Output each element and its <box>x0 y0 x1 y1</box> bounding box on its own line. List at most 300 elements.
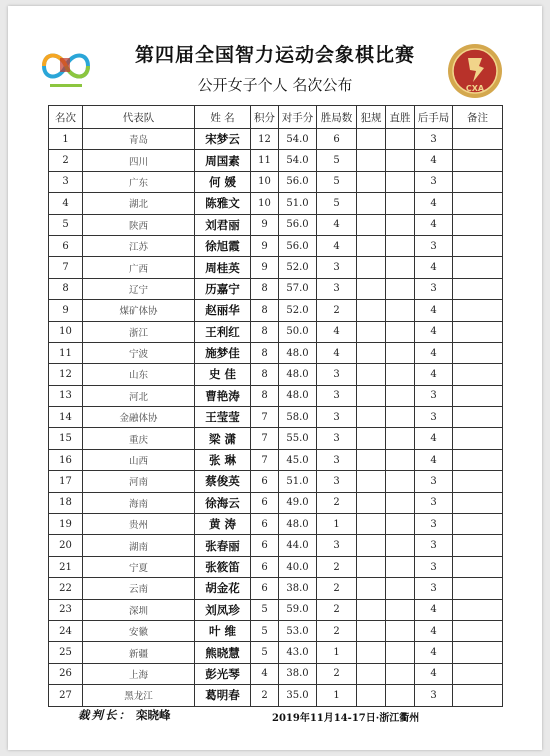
table-row <box>49 235 503 256</box>
cell-wins: 5 <box>317 171 357 192</box>
cell-wins: 2 <box>317 578 357 599</box>
table-row <box>49 129 503 150</box>
cell-wins: 3 <box>317 278 357 299</box>
cell-fouls <box>357 428 386 449</box>
cell-fouls <box>357 129 386 150</box>
cell-wins: 5 <box>317 150 357 171</box>
cell-points: 8 <box>251 278 279 299</box>
cell-black-games: 4 <box>415 663 453 684</box>
cell-rank: 20 <box>49 535 83 556</box>
cell-name: 周桂英 <box>195 257 251 278</box>
cell-rank: 5 <box>49 214 83 235</box>
cell-name: 熊晓慧 <box>195 642 251 663</box>
cell-points: 6 <box>251 578 279 599</box>
cell-name: 张春丽 <box>195 535 251 556</box>
cell-opp-score: 57.0 <box>279 278 317 299</box>
cell-direct <box>386 620 415 641</box>
cell-black-games: 4 <box>415 214 453 235</box>
cell-name: 史 佳 <box>195 364 251 385</box>
cell-wins: 2 <box>317 663 357 684</box>
cell-remarks <box>453 257 503 278</box>
cell-fouls <box>357 342 386 363</box>
cell-name: 黄 涛 <box>195 514 251 535</box>
cell-team: 青岛 <box>83 129 195 150</box>
cell-fouls <box>357 193 386 214</box>
cell-wins: 4 <box>317 321 357 342</box>
table-row <box>49 449 503 470</box>
cell-black-games: 4 <box>415 321 453 342</box>
cell-direct <box>386 214 415 235</box>
cell-opp-score: 51.0 <box>279 471 317 492</box>
cell-remarks <box>453 300 503 321</box>
cell-wins: 3 <box>317 257 357 278</box>
cell-points: 10 <box>251 171 279 192</box>
cell-remarks <box>453 171 503 192</box>
table-row <box>49 385 503 406</box>
cell-team: 金融体协 <box>83 407 195 428</box>
cell-name: 彭光琴 <box>195 663 251 684</box>
cell-points: 6 <box>251 514 279 535</box>
referee-signature <box>78 707 171 723</box>
cell-opp-score: 38.0 <box>279 663 317 684</box>
cell-team: 四川 <box>83 150 195 171</box>
cell-opp-score: 43.0 <box>279 642 317 663</box>
cell-opp-score: 48.0 <box>279 364 317 385</box>
cell-rank: 18 <box>49 492 83 513</box>
cell-name: 曹艳涛 <box>195 385 251 406</box>
cell-rank: 10 <box>49 321 83 342</box>
cell-fouls <box>357 150 386 171</box>
cell-team: 湖北 <box>83 193 195 214</box>
cell-points: 2 <box>251 685 279 706</box>
cell-opp-score: 55.0 <box>279 428 317 449</box>
page-title: 第四届全国智力运动会象棋比赛 <box>134 44 415 66</box>
cell-fouls <box>357 535 386 556</box>
cell-points: 10 <box>251 193 279 214</box>
cell-name: 叶 维 <box>195 620 251 641</box>
cell-opp-score: 49.0 <box>279 492 317 513</box>
cell-wins: 1 <box>317 642 357 663</box>
table-row <box>49 407 503 428</box>
cell-fouls <box>357 599 386 620</box>
cell-team: 云南 <box>83 578 195 599</box>
cell-wins: 2 <box>317 620 357 641</box>
cell-team: 上海 <box>83 663 195 684</box>
cell-black-games: 3 <box>415 578 453 599</box>
table-row <box>49 663 503 684</box>
cell-black-games: 3 <box>415 514 453 535</box>
cell-points: 5 <box>251 620 279 641</box>
referee-label: 裁判长： <box>78 708 132 722</box>
table-row <box>49 428 503 449</box>
cell-direct <box>386 342 415 363</box>
cell-remarks <box>453 278 503 299</box>
cell-points: 8 <box>251 300 279 321</box>
cell-wins: 1 <box>317 514 357 535</box>
cell-points: 6 <box>251 535 279 556</box>
cell-rank: 14 <box>49 407 83 428</box>
column-header-wins: 胜局数 <box>317 106 357 129</box>
cell-black-games: 4 <box>415 449 453 470</box>
cell-rank: 1 <box>49 129 83 150</box>
cell-direct <box>386 685 415 706</box>
cell-opp-score: 59.0 <box>279 599 317 620</box>
cell-rank: 16 <box>49 449 83 470</box>
table-row <box>49 620 503 641</box>
cell-team: 浙江 <box>83 321 195 342</box>
cell-team: 煤矿体协 <box>83 300 195 321</box>
cell-rank: 3 <box>49 171 83 192</box>
cell-wins: 2 <box>317 492 357 513</box>
table-row <box>49 685 503 706</box>
cell-black-games: 4 <box>415 257 453 278</box>
cell-remarks <box>453 663 503 684</box>
cell-direct <box>386 556 415 577</box>
cell-wins: 3 <box>317 449 357 470</box>
cell-name: 陈雅文 <box>195 193 251 214</box>
table-row <box>49 278 503 299</box>
cell-name: 历嘉宁 <box>195 278 251 299</box>
cell-wins: 4 <box>317 235 357 256</box>
cell-name: 王利红 <box>195 321 251 342</box>
cell-fouls <box>357 214 386 235</box>
cell-remarks <box>453 599 503 620</box>
cell-opp-score: 48.0 <box>279 342 317 363</box>
table-row <box>49 578 503 599</box>
cell-name: 徐旭霞 <box>195 235 251 256</box>
cell-rank: 12 <box>49 364 83 385</box>
cell-black-games: 3 <box>415 556 453 577</box>
cell-remarks <box>453 321 503 342</box>
cell-team: 河南 <box>83 471 195 492</box>
cell-rank: 7 <box>49 257 83 278</box>
cell-team: 海南 <box>83 492 195 513</box>
cell-opp-score: 54.0 <box>279 150 317 171</box>
cell-points: 12 <box>251 129 279 150</box>
cell-remarks <box>453 235 503 256</box>
cell-direct <box>386 171 415 192</box>
cell-remarks <box>453 642 503 663</box>
cell-points: 7 <box>251 449 279 470</box>
cell-black-games: 4 <box>415 342 453 363</box>
table-header-row <box>49 106 503 129</box>
cell-remarks <box>453 620 503 641</box>
cell-points: 6 <box>251 471 279 492</box>
table-row <box>49 300 503 321</box>
cell-points: 9 <box>251 235 279 256</box>
cell-rank: 19 <box>49 514 83 535</box>
column-header-rank: 名次 <box>49 106 83 129</box>
cell-opp-score: 35.0 <box>279 685 317 706</box>
cell-name: 施梦佳 <box>195 342 251 363</box>
cell-direct <box>386 257 415 278</box>
cell-opp-score: 48.0 <box>279 385 317 406</box>
cell-remarks <box>453 535 503 556</box>
cell-wins: 4 <box>317 214 357 235</box>
cell-fouls <box>357 492 386 513</box>
cell-rank: 27 <box>49 685 83 706</box>
cell-points: 5 <box>251 642 279 663</box>
cell-direct <box>386 235 415 256</box>
table-row <box>49 642 503 663</box>
cell-points: 8 <box>251 364 279 385</box>
cell-direct <box>386 471 415 492</box>
cell-direct <box>386 278 415 299</box>
cell-name: 周国素 <box>195 150 251 171</box>
cell-team: 深圳 <box>83 599 195 620</box>
cell-wins: 2 <box>317 599 357 620</box>
cell-black-games: 3 <box>415 535 453 556</box>
cell-fouls <box>357 171 386 192</box>
column-header-remarks: 备注 <box>453 106 503 129</box>
cell-name: 徐海云 <box>195 492 251 513</box>
cell-fouls <box>357 642 386 663</box>
cell-points: 4 <box>251 663 279 684</box>
cell-points: 5 <box>251 599 279 620</box>
cell-wins: 2 <box>317 556 357 577</box>
cell-remarks <box>453 578 503 599</box>
date-place: 2019年11月14-17日·浙江衢州 <box>272 713 420 724</box>
cell-opp-score: 52.0 <box>279 300 317 321</box>
cell-wins: 5 <box>317 193 357 214</box>
cell-direct <box>386 321 415 342</box>
cell-wins: 4 <box>317 342 357 363</box>
cell-wins: 3 <box>317 471 357 492</box>
cell-name: 葛明春 <box>195 685 251 706</box>
cell-fouls <box>357 514 386 535</box>
cell-wins: 3 <box>317 535 357 556</box>
cell-direct <box>386 449 415 470</box>
cell-black-games: 4 <box>415 428 453 449</box>
cell-fouls <box>357 620 386 641</box>
cell-rank: 4 <box>49 193 83 214</box>
cell-points: 6 <box>251 556 279 577</box>
cell-team: 宁波 <box>83 342 195 363</box>
cell-opp-score: 58.0 <box>279 407 317 428</box>
cell-points: 8 <box>251 342 279 363</box>
cell-direct <box>386 193 415 214</box>
cell-black-games: 4 <box>415 300 453 321</box>
cell-black-games: 4 <box>415 364 453 385</box>
column-header-opp-score: 对手分 <box>279 106 317 129</box>
cell-fouls <box>357 364 386 385</box>
cell-points: 8 <box>251 321 279 342</box>
cell-black-games: 3 <box>415 385 453 406</box>
cell-wins: 3 <box>317 407 357 428</box>
cell-team: 河北 <box>83 385 195 406</box>
cell-name: 宋梦云 <box>195 129 251 150</box>
cell-opp-score: 40.0 <box>279 556 317 577</box>
cell-wins: 3 <box>317 364 357 385</box>
table-row <box>49 556 503 577</box>
cell-remarks <box>453 364 503 385</box>
cell-remarks <box>453 471 503 492</box>
cell-team: 广东 <box>83 171 195 192</box>
cell-opp-score: 56.0 <box>279 235 317 256</box>
cell-rank: 21 <box>49 556 83 577</box>
cell-opp-score: 50.0 <box>279 321 317 342</box>
cell-black-games: 3 <box>415 278 453 299</box>
cell-direct <box>386 492 415 513</box>
cell-direct <box>386 385 415 406</box>
cell-rank: 26 <box>49 663 83 684</box>
table-row <box>49 492 503 513</box>
cell-name: 王莹莹 <box>195 407 251 428</box>
cell-team: 重庆 <box>83 428 195 449</box>
table-row <box>49 535 503 556</box>
cell-team: 新疆 <box>83 642 195 663</box>
table-row <box>49 599 503 620</box>
page-subtitle: 公开女子个人 名次公布 <box>197 76 353 94</box>
cell-direct <box>386 663 415 684</box>
cell-name: 赵丽华 <box>195 300 251 321</box>
cell-black-games: 4 <box>415 150 453 171</box>
cell-fouls <box>357 449 386 470</box>
cell-fouls <box>357 235 386 256</box>
cell-remarks <box>453 514 503 535</box>
cell-rank: 17 <box>49 471 83 492</box>
cell-name: 张筱笛 <box>195 556 251 577</box>
cell-points: 6 <box>251 492 279 513</box>
cell-rank: 8 <box>49 278 83 299</box>
cell-team: 湖南 <box>83 535 195 556</box>
cell-remarks <box>453 193 503 214</box>
cell-opp-score: 45.0 <box>279 449 317 470</box>
cell-name: 刘凤珍 <box>195 599 251 620</box>
cell-fouls <box>357 663 386 684</box>
cell-black-games: 4 <box>415 599 453 620</box>
cell-opp-score: 48.0 <box>279 514 317 535</box>
cell-fouls <box>357 278 386 299</box>
cell-team: 江苏 <box>83 235 195 256</box>
table-row <box>49 321 503 342</box>
cell-name: 蔡俊英 <box>195 471 251 492</box>
cell-direct <box>386 364 415 385</box>
column-header-points: 积分 <box>251 106 279 129</box>
referee-name: 栾晓峰 <box>136 708 171 722</box>
cell-direct <box>386 407 415 428</box>
cell-black-games: 3 <box>415 129 453 150</box>
cxa-logo-text: CXA <box>465 84 485 93</box>
cell-black-games: 3 <box>415 685 453 706</box>
cell-team: 宁夏 <box>83 556 195 577</box>
cell-wins: 3 <box>317 385 357 406</box>
cell-black-games: 3 <box>415 492 453 513</box>
table-row <box>49 214 503 235</box>
cell-direct <box>386 150 415 171</box>
cell-opp-score: 53.0 <box>279 620 317 641</box>
cell-direct <box>386 599 415 620</box>
cell-fouls <box>357 300 386 321</box>
cell-rank: 23 <box>49 599 83 620</box>
cell-points: 8 <box>251 385 279 406</box>
cell-name: 张 琳 <box>195 449 251 470</box>
cell-rank: 6 <box>49 235 83 256</box>
table-row <box>49 342 503 363</box>
cell-points: 9 <box>251 214 279 235</box>
table-row <box>49 150 503 171</box>
cell-direct <box>386 514 415 535</box>
cell-opp-score: 44.0 <box>279 535 317 556</box>
results-table <box>48 105 503 707</box>
cell-direct <box>386 578 415 599</box>
cell-fouls <box>357 257 386 278</box>
column-header-black-games: 后手局 <box>415 106 453 129</box>
cell-opp-score: 38.0 <box>279 578 317 599</box>
cell-black-games: 3 <box>415 407 453 428</box>
cell-team: 陕西 <box>83 214 195 235</box>
cell-team: 安徽 <box>83 620 195 641</box>
cell-team: 辽宁 <box>83 278 195 299</box>
column-header-team: 代表队 <box>83 106 195 129</box>
cell-name: 何 媛 <box>195 171 251 192</box>
cell-opp-score: 56.0 <box>279 214 317 235</box>
cell-wins: 2 <box>317 300 357 321</box>
cell-fouls <box>357 407 386 428</box>
table-row <box>49 171 503 192</box>
cell-rank: 25 <box>49 642 83 663</box>
cell-name: 胡金花 <box>195 578 251 599</box>
cell-team: 黑龙江 <box>83 685 195 706</box>
cell-fouls <box>357 385 386 406</box>
cell-remarks <box>453 492 503 513</box>
cell-rank: 11 <box>49 342 83 363</box>
cell-fouls <box>357 471 386 492</box>
column-header-fouls: 犯规 <box>357 106 386 129</box>
cell-fouls <box>357 578 386 599</box>
cell-points: 11 <box>251 150 279 171</box>
cell-direct <box>386 129 415 150</box>
cell-rank: 22 <box>49 578 83 599</box>
cell-opp-score: 54.0 <box>279 129 317 150</box>
cell-direct <box>386 535 415 556</box>
table-body <box>49 129 503 707</box>
cell-rank: 15 <box>49 428 83 449</box>
cell-remarks <box>453 428 503 449</box>
table-row <box>49 471 503 492</box>
cell-team: 贵州 <box>83 514 195 535</box>
cell-rank: 24 <box>49 620 83 641</box>
cell-fouls <box>357 685 386 706</box>
cell-points: 7 <box>251 407 279 428</box>
cell-direct <box>386 642 415 663</box>
cell-wins: 3 <box>317 428 357 449</box>
cell-team: 山东 <box>83 364 195 385</box>
cell-remarks <box>453 449 503 470</box>
cell-wins: 6 <box>317 129 357 150</box>
cell-black-games: 3 <box>415 171 453 192</box>
cell-fouls <box>357 321 386 342</box>
cell-black-games: 3 <box>415 471 453 492</box>
column-header-name: 姓 名 <box>195 106 251 129</box>
cell-black-games: 4 <box>415 193 453 214</box>
cell-remarks <box>453 129 503 150</box>
cell-points: 7 <box>251 428 279 449</box>
cell-rank: 2 <box>49 150 83 171</box>
cell-opp-score: 51.0 <box>279 193 317 214</box>
cell-team: 山西 <box>83 449 195 470</box>
cell-remarks <box>453 556 503 577</box>
cell-rank: 9 <box>49 300 83 321</box>
table-row <box>49 364 503 385</box>
column-header-direct: 直胜 <box>386 106 415 129</box>
cell-direct <box>386 300 415 321</box>
cell-name: 刘君丽 <box>195 214 251 235</box>
cell-remarks <box>453 407 503 428</box>
cell-points: 9 <box>251 257 279 278</box>
cell-name: 梁 潇 <box>195 428 251 449</box>
cell-wins: 1 <box>317 685 357 706</box>
